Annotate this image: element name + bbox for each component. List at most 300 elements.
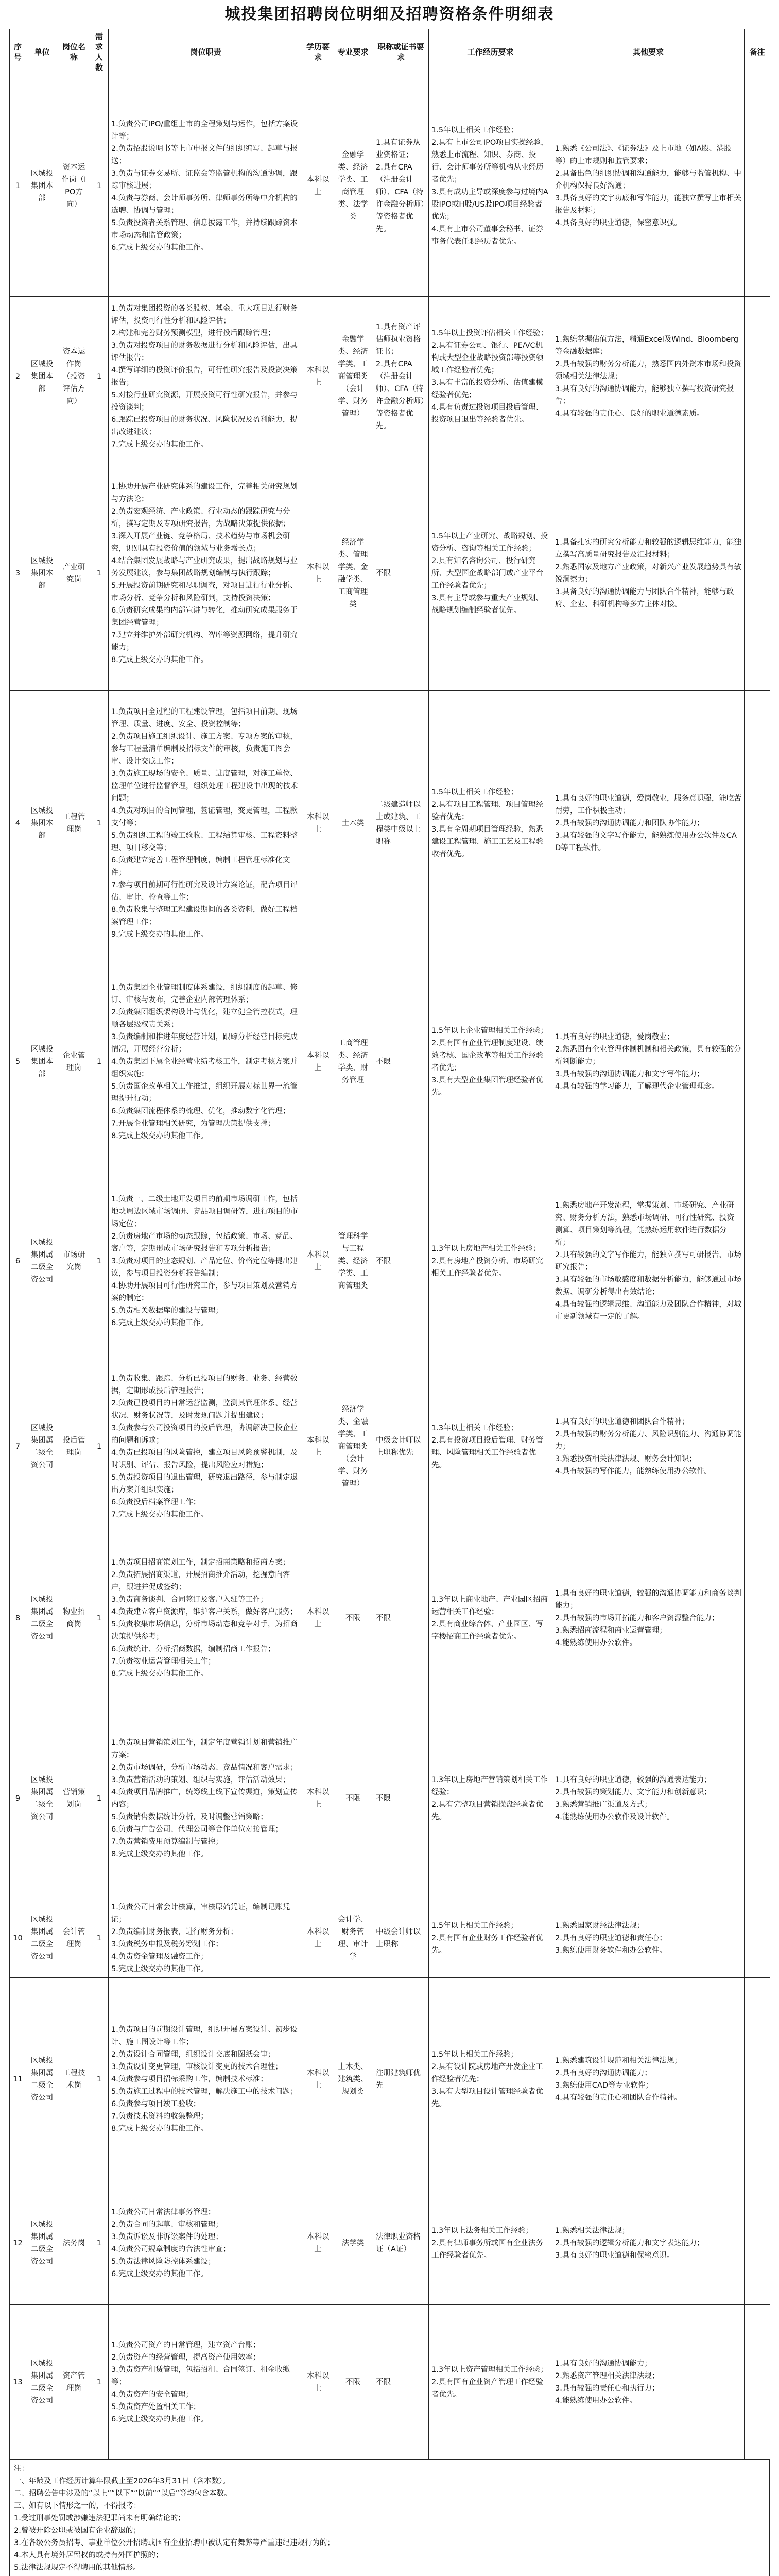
row-remark <box>745 1899 770 1978</box>
row-position-text: 投后管理岗 <box>62 1436 85 1457</box>
row-education-text: 本科以上 <box>306 1607 330 1629</box>
row-major <box>333 75 373 297</box>
row-certificate <box>373 75 429 297</box>
row-duties-text: 1.负责公司IPO/重组上市的全程策划与运作，包括方案设计等； 2.负责招股说明书等上市申报文件的组织编写、起草与报送； 3.负责与证券交易所、证监会等监管机构的沟通协调，跟踪审核进展； 4.负责与券商、会计师事务所、律师事务所等中介机构的选聘、协调与管理； 5.负责投资者关系管理、信息披露工作，并持续跟踪资本市场动态和监管政策； 6.完成上级交办的其他工作。 <box>111 120 298 252</box>
row-seq-text: 12 <box>13 2239 23 2247</box>
row-position-text: 营销策划岗 <box>62 1788 85 1809</box>
row-unit-text: 区城投集团本部 <box>30 557 54 590</box>
row-duties-text: 1.负责一、二级土地开发项目的前期市场调研工作，包括地块周边区域市场调研、竞品项目调研等，进行项目的市场定位； 2.负责房地产市场的动态跟踪，包括政策、市场、竞品、客户等，定期形成市场研究报告和专项分析报告； 3.负责对项目的业态规划、产品定位、价格定位等提出建议，参与项目投资分析报告编制； 4.协助开展项目可行性研究工作，参与项目策划及营销方案的制定； 5.负责相关数据库的建设与管理； 6.完成上级交办的其他工作。 <box>111 1195 298 1327</box>
table-row <box>10 2181 770 2305</box>
row-major-text: 经济学类、管理学类、金融学类、工商管理类 <box>338 538 368 608</box>
row-seq <box>10 956 26 1167</box>
row-position <box>58 2181 90 2305</box>
row-other <box>552 1978 745 2181</box>
row-experience-text: 1.3年以上商业地产、产业园区招商运营相关工作经验； 2.具有商业综合体、产业园区、写字楼招商工作经验者优先。 <box>431 1595 548 1641</box>
row-other-text: 1.具有良好的职业道德，较强的沟通协调能力和商务谈判能力； 2.具有较强的市场开拓能力和客户资源整合能力； 3.熟悉招商流程和商业运营管理； 4.能熟练使用办公软件。 <box>555 1589 741 1647</box>
row-remark <box>745 1167 770 1355</box>
row-position-text: 企业管理岗 <box>62 1051 85 1072</box>
row-position <box>58 1538 90 1698</box>
footnotes: 注： 一、年龄及工作经历计算年限截止至2026年3月31日（含本数）。 二、招聘公告中涉及的“以上”“以下”“以前”“以后”等均包含本数。 三、如有以下情形之一的，不得报考： 1.受过刑事处罚或涉嫌违法犯罪尚未有明确结论的； 2.曾被开除公职或被国有企业辞退的； 3.在各级公务员招考、事业单位公开招聘或国有企业招聘中被认定有舞弊等严重违纪违规行为的； 4.本人具有境外居留权的或持有外国护照的； 5.法律法规规定不得聘用的其他情形。 <box>9 2460 770 2576</box>
row-count <box>90 1899 109 1978</box>
row-education <box>303 1978 333 2181</box>
row-count-text: 1 <box>96 1934 102 1942</box>
row-seq-text: 3 <box>15 569 21 578</box>
header-count: 需求人数 <box>90 29 109 75</box>
row-seq-text: 9 <box>15 1794 21 1803</box>
row-unit-text: 区城投集团属二级全资公司 <box>30 1424 54 1469</box>
header-education: 学历要求 <box>303 29 333 75</box>
row-education-text: 本科以上 <box>306 175 330 196</box>
row-count <box>90 456 109 691</box>
row-duties <box>109 1167 303 1355</box>
row-experience <box>429 2181 552 2305</box>
row-count <box>90 1978 109 2181</box>
row-other <box>552 75 745 297</box>
row-certificate-text: 不限 <box>376 1794 391 1803</box>
row-major-text: 经济学类、金融学类、工商管理类（会计学、财务管理） <box>338 1405 368 1488</box>
row-remark <box>745 297 770 456</box>
row-duties-text: 1.负责集团企业管理制度体系建设，组织制度的起草、修订、审核与发布，完善企业内部管理体系； 2.负责集团组织架构设计与优化，建立健全管控模式，理顺各层级权责关系； 3.负责编制和推进年度经营计划，跟踪分析经营目标完成情况，开展经营分析； 4.负责集团下属企业经营业绩考核工作，制定考核方案并组织实施； 5.负责国企改革相关工作推进，组织开展对标世界一流管理提升行动； 6.负责集团流程体系的梳理、优化，推动数字化管理； 7.开展企业管理相关研究，为管理决策提供支撑； 8.完成上级交办的其他工作。 <box>111 983 298 1140</box>
row-seq <box>10 2181 26 2305</box>
row-unit <box>26 75 58 297</box>
row-major <box>333 691 373 956</box>
row-position-text: 法务岗 <box>62 2239 85 2247</box>
row-certificate-text: 中级会计师以上职称优先 <box>376 1436 421 1457</box>
row-duties-text: 1.负责公司资产的日常管理，建立资产台账； 2.负责资产的经营管理，提高资产使用效率； 3.负责资产租赁管理，包括招租、合同签订、租金收缴等； 4.负责资产的安全管理； 5.负责资产处置相关工作； 6.完成上级交办的其他工作。 <box>111 2341 290 2424</box>
row-unit <box>26 1355 58 1538</box>
row-duties <box>109 956 303 1167</box>
table-header-row <box>10 29 770 75</box>
row-seq <box>10 75 26 297</box>
row-major <box>333 456 373 691</box>
row-seq <box>10 456 26 691</box>
row-unit <box>26 1167 58 1355</box>
row-other-text: 1.熟悉《公司法》、《证券法》及上市地（如A股、港股等）的上市规则和监管要求； 2.具备出色的组织协调和沟通能力，能够与监管机构、中介机构保持良好沟通； 3.具备良好的文字功底和写作能力，能独立撰写上市相关报告及材料； 4.具备良好的职业道德，保密意识强。 <box>555 144 741 227</box>
row-other-text: 1.具有良好的沟通协调能力； 2.熟悉资产管理相关法律法规； 3.具有较强的责任心和执行力； 4.能熟练使用办公软件。 <box>555 2359 660 2405</box>
row-count <box>90 2305 109 2460</box>
row-other <box>552 691 745 956</box>
row-other-text: 1.熟悉相关法律法规； 2.具有较强的逻辑分析能力和文字表达能力； 3.具有良好的职业道德和保密意识。 <box>555 2226 704 2260</box>
row-other <box>552 1167 745 1355</box>
row-remark <box>745 1698 770 1899</box>
row-other <box>552 456 745 691</box>
row-other-text: 1.具备扎实的研究分析能力和较强的逻辑思维能力，能独立撰写高质量研究报告及汇报材料； 2.熟悉国家及地方产业政策，对新兴产业发展趋势具有敏锐洞察力； 3.具备良好的沟通协调能力与团队合作精神，能够与政府、企业、科研机构等多方主体对接。 <box>555 538 741 608</box>
row-count-text: 1 <box>96 1794 102 1803</box>
table-row <box>10 297 770 456</box>
row-position-text: 工程管理岗 <box>62 813 85 834</box>
row-unit <box>26 456 58 691</box>
row-education <box>303 1167 333 1355</box>
row-duties <box>109 297 303 456</box>
row-certificate-text: 不限 <box>376 1614 391 1622</box>
row-count-text: 1 <box>96 569 102 578</box>
row-seq-text: 5 <box>15 1057 21 1066</box>
row-experience <box>429 691 552 956</box>
row-remark <box>745 691 770 956</box>
row-education-text: 本科以上 <box>306 2232 330 2253</box>
row-position <box>58 1355 90 1538</box>
row-education <box>303 1538 333 1698</box>
row-experience <box>429 297 552 456</box>
row-certificate-text: 1.具有证券从业资格证； 2.具有CPA（注册会计师）、CFA（特许金融分析师）等资格者优先。 <box>376 138 425 233</box>
row-duties-text: 1.负责项目全过程的工程建设管理，包括项目前期、现场管理、质量、进度、安全、投资控制等； 2.负责项目施工组织设计、施工方案、专项方案的审核，参与工程量清单编制及招标文件的审核，负责施工图会审、设计交底工作； 3.负责施工现场的安全、质量、进度管理，对施工单位、监理单位进行监督管理，组织处理工程建设中出现的技术问题； 4.负责对项目的合同管理，签证管理，变更管理，工程款支付等； 5.负责组织工程的竣工验收、工程结算审核、工程资料整理、项目移交等； 6.负责建立完善工程管理制度，编制工程管理标准化文件； 7.参与项目前期可行性研究及设计方案论证，配合项目评估、审计、检查等工作； 8.负责收集与整理工程建设期间的各类资料，做好工程档案管理工作； 9.完成上级交办的其他工作。 <box>111 708 298 939</box>
row-count <box>90 1355 109 1538</box>
row-major-text: 管理科学与工程类、经济学类、工商管理类 <box>338 1232 368 1290</box>
row-certificate <box>373 1698 429 1899</box>
row-certificate <box>373 1978 429 2181</box>
row-experience <box>429 2305 552 2460</box>
row-duties-text: 1.协助开展产业研究体系的建设工作，完善相关研究规划与方法论； 2.负责宏观经济、产业政策、行业动态的跟踪研究与分析，撰写定期及专项研究报告，为战略决策提供依据； 3.深入开展产业链、竞争格局、技术趋势与市场机会研究，识别具有投资价值的领域与业务增长点； 4.结合集团发展战略与产业研究成果，提出战略规划与业务发展建议，参与集团战略规划编制与执行跟踪； 5.开展投资前期研究和尽职调查，对项目进行行业分析、市场分析、竞争分析和风险研判，支持投资决策； 6.负责研究成果的内部宣讲与转化，推动研究成果服务于集团经营管理； 7.建立并维护外部研究机构、智库等资源网络，提升研究能力； 8.完成上级交办的其他工作。 <box>111 483 298 664</box>
row-experience <box>429 75 552 297</box>
row-other-text: 1.熟练掌握估值方法，精通Excel及Wind、Bloomberg等金融数据库； 2.具有较强的财务分析能力，熟悉国内外资本市场和投资领域相关法律法规； 3.具有良好的沟通协调能力，能够独立撰写投资研究报告； 4.具有较强的责任心、良好的职业道德素质。 <box>555 335 741 418</box>
row-unit <box>26 2181 58 2305</box>
row-education <box>303 691 333 956</box>
row-seq-text: 13 <box>13 2378 23 2386</box>
row-position-text: 工程技术岗 <box>62 2069 85 2090</box>
row-unit-text: 区城投集团属二级全资公司 <box>30 1595 54 1641</box>
row-position-text: 物业招商岗 <box>62 1607 85 1629</box>
header-other: 其他要求 <box>552 29 745 75</box>
row-experience-text: 1.3年以上房地产相关工作经验； 2.具有房地产投资分析、市场研究相关工作经验者优先。 <box>431 1245 543 1278</box>
row-education <box>303 1899 333 1978</box>
row-certificate <box>373 1899 429 1978</box>
row-duties <box>109 2181 303 2305</box>
header-seq: 序号 <box>10 29 26 75</box>
row-experience <box>429 1978 552 2181</box>
row-major <box>333 1538 373 1698</box>
row-count <box>90 2181 109 2305</box>
row-major <box>333 1899 373 1978</box>
row-major-text: 工商管理类、经济学类、财务管理 <box>338 1039 368 1084</box>
row-duties <box>109 456 303 691</box>
table-row <box>10 691 770 956</box>
row-major <box>333 1698 373 1899</box>
row-certificate-text: 注册建筑师优先 <box>376 2069 421 2090</box>
row-unit-text: 区城投集团本部 <box>30 360 54 393</box>
row-duties-text: 1.负责项目招商策划工作，制定招商策略和招商方案； 2.负责拓展招商渠道，开展招商推介活动，挖掘意向客户，跟进并促成签约； 3.负责商务谈判、合同签订及客户入驻等工作； 4.负责建立客户资源库，维护客户关系，做好客户服务； 5.负责收集市场信息，分析市场动态和竞争对手，为招商决策提供参考； 6.负责统计、分析招商数据，编制招商工作报告； 7.负责物业运营管理相关工作； 8.完成上级交办的其他工作。 <box>111 1558 298 1678</box>
row-certificate <box>373 2305 429 2460</box>
row-experience <box>429 956 552 1167</box>
row-other-text: 1.熟悉房地产开发流程，掌握策划、市场研究、产业研究、财务分析方法，熟悉市场调研、可行性研究、投资测算、项目策划等流程，能熟练运用软件进行数据分析； 2.具有较强的文字写作能力，能独立撰写可研报告、市场研究报告； 3.具有较强的市场敏感度和数据分析能力，能够通过市场数据、调研分析得出有效结论； 4.具有较强的逻辑思维、沟通能力及团队合作精神，对城市更新领域有一定的了解。 <box>555 1201 741 1321</box>
row-unit-text: 区城投集团本部 <box>30 169 54 202</box>
header-major: 专业要求 <box>333 29 373 75</box>
row-unit <box>26 1899 58 1978</box>
row-major-text: 不限 <box>345 2378 360 2386</box>
row-remark <box>745 2181 770 2305</box>
table-row <box>10 2305 770 2460</box>
row-count-text: 1 <box>96 1443 102 1451</box>
row-count-text: 1 <box>96 2075 102 2083</box>
row-unit-text: 区城投集团属二级全资公司 <box>30 2359 54 2405</box>
row-education <box>303 75 333 297</box>
row-experience-text: 1.3年以上相关工作经验； 2.具有投资项目投后管理、财务管理、风险管理相关工作经验者优先。 <box>431 1424 543 1469</box>
row-remark <box>745 1355 770 1538</box>
row-count-text: 1 <box>96 1614 102 1622</box>
row-major-text: 会计学、财务管理、审计学 <box>338 1916 368 1961</box>
row-experience-text: 1.5年以上相关工作经验； 2.具有项目工程管理、项目管理经验者优先； 3.具有全周期项目管理经验，熟悉建设工程管理、施工工艺及工程验收者优先。 <box>431 788 544 858</box>
row-certificate <box>373 691 429 956</box>
row-position <box>58 956 90 1167</box>
row-other-text: 1.熟悉建筑设计规范和相关法律法规； 2.具有良好的沟通协调能力； 3.熟练使用CAD等专业软件； 4.具有较强的责任心和团队合作精神。 <box>555 2057 682 2102</box>
row-unit-text: 区城投集团本部 <box>30 807 54 840</box>
row-major-text: 法学类 <box>341 2239 365 2247</box>
row-position <box>58 456 90 691</box>
row-experience-text: 1.5年以上相关工作经验； 2.具有国有企业财务工作经验者优先。 <box>431 1922 543 1955</box>
table-row <box>10 1698 770 1899</box>
table-row <box>10 1899 770 1978</box>
row-position <box>58 1899 90 1978</box>
row-count <box>90 1538 109 1698</box>
row-other-text: 1.具有良好的职业道德，爱岗敬业； 2.熟悉国有企业管理体制机制和相关政策，具有较强的分析判断能力； 3.具有较强的沟通协调能力和文字写作能力； 4.具有较强的学习能力，了解现代企业管理理念。 <box>555 1032 741 1091</box>
row-education <box>303 297 333 456</box>
table-row <box>10 75 770 297</box>
row-experience-text: 1.3年以上法务相关工作经验； 2.具有律师事务所或国有企业法务工作经验者优先。 <box>431 2226 543 2260</box>
table-row <box>10 956 770 1167</box>
row-duties <box>109 1355 303 1538</box>
row-certificate-text: 中级会计师以上职称 <box>376 1928 421 1948</box>
row-count <box>90 1698 109 1899</box>
row-duties <box>109 75 303 297</box>
row-major <box>333 2181 373 2305</box>
row-experience-text: 1.5年以上相关工作经验； 2.具有设计院或房地产开发企业工作经验者优先； 3.具有大型项目设计管理经验者优先。 <box>431 2050 543 2108</box>
header-certificate: 职称或证书要求 <box>373 29 429 75</box>
row-remark <box>745 456 770 691</box>
row-seq <box>10 691 26 956</box>
row-experience <box>429 1899 552 1978</box>
row-major <box>333 956 373 1167</box>
row-other-text: 1.具有良好的职业道德，较强的沟通表达能力； 2.具有较强的策划能力、文字能力和创新意识； 3.熟悉营销推广渠道及方式； 4.能熟练使用办公软件及设计软件。 <box>555 1775 712 1821</box>
row-education-text: 本科以上 <box>306 2069 330 2090</box>
row-education-text: 本科以上 <box>306 1788 330 1809</box>
row-duties <box>109 1899 303 1978</box>
table-row <box>10 1978 770 2181</box>
row-remark <box>745 75 770 297</box>
row-seq-text: 2 <box>15 372 21 381</box>
row-duties-text: 1.负责项目的前期设计管理，组织开展方案设计、初步设计、施工图设计等工作； 2.负责设计合同管理，组织设计交底和图纸会审； 3.负责设计变更管理，审核设计变更的技术合理性； 4.负责参与项目招标采购工作，编制技术标准； 5.负责施工过程中的技术管理，解决施工中的技术问题； 6.负责参与项目竣工验收； 7.负责技术资料的收集整理； 8.完成上级交办的其他工作。 <box>111 2026 298 2133</box>
row-certificate-text: 法律职业资格证（A证） <box>376 2232 421 2253</box>
row-unit <box>26 1538 58 1698</box>
row-seq-text: 1 <box>15 181 21 190</box>
row-count <box>90 75 109 297</box>
row-unit <box>26 691 58 956</box>
header-unit: 单位 <box>26 29 58 75</box>
row-position-text: 产业研究岗 <box>62 563 85 584</box>
row-certificate-text: 不限 <box>376 569 391 578</box>
row-count <box>90 956 109 1167</box>
row-other <box>552 2181 745 2305</box>
row-experience-text: 1.5年以上企业管理相关工作经验； 2.具有国有企业管理制度建设、绩效考核、国企改革等相关工作经验者优先； 3.具有大型企业集团管理经验者优先。 <box>431 1026 548 1097</box>
row-experience-text: 1.5年以上相关工作经验； 2.具有上市公司IPO项目实操经验，熟悉上市流程、知识、券商、投行、会计师事务所等机构从业经历者优先； 3.具有成功主导或深度参与过境内A股IPO或H股/US股IPO项目经验者优先； 4.具有上市公司董事会秘书、证券事务代表任职经历者优先。 <box>431 126 548 246</box>
header-duties: 岗位职责 <box>109 29 303 75</box>
row-other-text: 1.具有良好的职业道德和团队合作精神； 2.具有较强的财务分析能力、风险识别能力、沟通协调能力； 3.熟悉投资相关法律法规、财务会计知识； 4.具有较强的写作能力，能熟练使用办公软件。 <box>555 1418 741 1476</box>
row-duties-text: 1.负责项目营销策划工作，制定年度营销计划和营销推广方案； 2.负责市场调研，分析市场动态、竞品情况和客户需求； 3.负责营销活动的策划、组织与实施，评估活动效果； 4.负责项目品牌推广，统筹线上线下宣传渠道，策划宣传内容； 5.负责销售数据统计分析，及时调整营销策略； 6.负责与广告公司、代理公司等合作单位对接管理； 7.负责营销费用预算编制与管控； 8.完成上级交办的其他工作。 <box>111 1738 298 1858</box>
row-seq <box>10 1167 26 1355</box>
row-duties-text: 1.负责公司日常法律事务管理； 2.负责合同的起草、审核和管理； 3.负责诉讼及非诉讼案件的处理； 4.负责公司规章制度的合法性审查； 5.负责法律风险防控体系建设； 6.完成上级交办的其他工作。 <box>111 2208 231 2278</box>
row-major <box>333 1355 373 1538</box>
row-experience <box>429 456 552 691</box>
row-unit-text: 区城投集团属二级全资公司 <box>30 1775 54 1821</box>
row-unit <box>26 1978 58 2181</box>
row-major <box>333 1978 373 2181</box>
row-education-text: 本科以上 <box>306 366 330 387</box>
row-count-text: 1 <box>96 372 102 381</box>
row-unit <box>26 297 58 456</box>
row-experience-text: 1.3年以上房地产营销策划相关工作经验； 2.具有完整项目营销操盘经验者优先。 <box>431 1775 548 1821</box>
row-major-text: 不限 <box>345 1614 360 1622</box>
row-education-text: 本科以上 <box>306 2371 330 2393</box>
row-major <box>333 1167 373 1355</box>
row-position-text: 资产管理岗 <box>62 2371 85 2393</box>
row-unit-text: 区城投集团属二级全资公司 <box>30 1916 54 1961</box>
row-count-text: 1 <box>96 2239 102 2247</box>
row-position <box>58 1978 90 2181</box>
row-certificate <box>373 1355 429 1538</box>
row-count-text: 1 <box>96 819 102 827</box>
row-major-text: 金融学类、经济学类、工商管理类、法学类 <box>338 150 368 221</box>
row-education <box>303 2305 333 2460</box>
row-seq <box>10 1899 26 1978</box>
row-unit-text: 区城投集团属二级全资公司 <box>30 1239 54 1284</box>
row-count <box>90 691 109 956</box>
row-major <box>333 2305 373 2460</box>
row-count-text: 1 <box>96 1057 102 1066</box>
row-major-text: 土木类 <box>341 819 365 827</box>
row-other-text: 1.熟悉国家财经法律法规； 2.具有良好的职业道德和责任心； 3.熟练使用财务软件和办公软件。 <box>555 1922 667 1955</box>
row-major <box>333 297 373 456</box>
row-count <box>90 297 109 456</box>
row-experience-text: 1.3年以上资产管理相关工作经验； 2.具有国有企业资产管理工作经验者优先。 <box>431 2365 548 2399</box>
row-seq <box>10 1978 26 2181</box>
row-major-text: 不限 <box>345 1794 360 1803</box>
row-position <box>58 75 90 297</box>
row-seq-text: 4 <box>15 819 21 827</box>
row-seq <box>10 2305 26 2460</box>
recruitment-table <box>9 29 770 2460</box>
row-position <box>58 691 90 956</box>
row-experience <box>429 1698 552 1899</box>
row-education <box>303 456 333 691</box>
row-unit-text: 区城投集团属二级全资公司 <box>30 2220 54 2266</box>
row-certificate <box>373 456 429 691</box>
row-seq-text: 8 <box>15 1614 21 1622</box>
row-duties-text: 1.负责收集、跟踪、分析已投项目的财务、业务、经营数据，定期形成投后管理报告； 2.负责已投项目的日常运营监测，监测其管理体系、经营状况、财务状况等，及时发现问题并提出建议； 3.负责参与公司投资项目的投后管理，协调解决已投企业的问题和诉求； 4.负责已投项目的风险管控，建立项目风险预警机制，及时识别、评估、报告风险，提出风险应对措施； 5.负责投资项目的退出管理，研究退出路径，参与制定退出方案并组织实施； 6.负责投后档案管理工作； 7.完成上级交办的其他工作。 <box>111 1375 298 1519</box>
row-education-text: 本科以上 <box>306 1051 330 1072</box>
row-seq <box>10 1355 26 1538</box>
row-seq <box>10 297 26 456</box>
row-other <box>552 297 745 456</box>
row-other <box>552 1899 745 1978</box>
row-position-text: 会计管理岗 <box>62 1928 85 1948</box>
row-certificate <box>373 1167 429 1355</box>
row-seq-text: 11 <box>13 2075 23 2083</box>
row-duties <box>109 1698 303 1899</box>
row-experience <box>429 1538 552 1698</box>
table-row <box>10 1538 770 1698</box>
row-education-text: 本科以上 <box>306 563 330 584</box>
row-seq-text: 6 <box>15 1257 21 1265</box>
row-seq <box>10 1698 26 1899</box>
row-other-text: 1.具有良好的职业道德，爱岗敬业，服务意识强，能吃苦耐劳，工作积极主动； 2.具有较强的沟通协调能力和团队协作能力； 3.具有较强的文字写作能力，能熟练使用办公软件及CAD等工程软件。 <box>555 794 741 852</box>
row-certificate-text: 不限 <box>376 2378 391 2386</box>
row-remark <box>745 956 770 1167</box>
row-education-text: 本科以上 <box>306 1251 330 1272</box>
row-unit-text: 区城投集团本部 <box>30 1045 54 1078</box>
row-duties-text: 1.负责公司日常会计核算，审核原始凭证，编制记账凭证； 2.负责编制财务报表，进行财务分析； 3.负责税务申报及税务筹划工作； 4.负责资金管理及融资工作； 5.完成上级交办的其他工作。 <box>111 1903 290 1973</box>
header-remark: 备注 <box>745 29 770 75</box>
row-certificate <box>373 2181 429 2305</box>
row-education-text: 本科以上 <box>306 1436 330 1457</box>
row-education-text: 本科以上 <box>306 1928 330 1948</box>
row-education <box>303 956 333 1167</box>
row-certificate <box>373 297 429 456</box>
row-major-text: 土木类、建筑类、规划类 <box>338 2063 368 2096</box>
row-count-text: 1 <box>96 1257 102 1265</box>
row-position-text: 资本运作岗（IPO方向） <box>61 163 86 209</box>
table-row <box>10 456 770 691</box>
row-unit <box>26 2305 58 2460</box>
row-position-text: 市场研究岗 <box>62 1251 85 1272</box>
row-experience-text: 1.5年以上产业研究、战略规划、投资分析、咨询等相关工作经验； 2.具有知名咨询公司、投行研究所、大型国企战略部门或产业平台工作经验者优先； 3.具有主导或参与重大产业规划、战略规划编制经验者优先。 <box>431 532 548 615</box>
row-count-text: 1 <box>96 181 102 190</box>
row-position <box>58 297 90 456</box>
row-certificate-text: 不限 <box>376 1057 391 1066</box>
row-seq <box>10 1538 26 1698</box>
row-certificate <box>373 956 429 1167</box>
row-duties <box>109 1538 303 1698</box>
table-row <box>10 1355 770 1538</box>
row-seq-text: 7 <box>15 1443 21 1451</box>
row-other <box>552 1698 745 1899</box>
row-education <box>303 1698 333 1899</box>
row-count-text: 1 <box>96 2378 102 2386</box>
row-other <box>552 2305 745 2460</box>
row-experience <box>429 1355 552 1538</box>
row-certificate-text: 二级建造师以上或建筑、工程类中级以上职称 <box>376 801 421 846</box>
row-position <box>58 2305 90 2460</box>
table-row <box>10 1167 770 1355</box>
row-remark <box>745 1538 770 1698</box>
row-unit <box>26 956 58 1167</box>
row-experience <box>429 1167 552 1355</box>
row-other <box>552 1355 745 1538</box>
row-certificate <box>373 1538 429 1698</box>
row-other <box>552 1538 745 1698</box>
row-education <box>303 2181 333 2305</box>
row-other <box>552 956 745 1167</box>
row-position-text: 资本运作岗（投资评估方向） <box>62 347 85 405</box>
row-duties-text: 1.负责对集团投资的各类股权、基金、重大项目进行财务评估，投资可行性分析和风险评估； 2.构建和完善财务预测模型，进行投后跟踪管理； 3.负责对投资项目的财务数据进行分析和风险评估，出具评估报告； 4.撰写详细的投资评价报告，可行性研究报告及投资决策报告； 5.对接行业研究资源，开展投资可行性研究报告，并参与投资谈判； 6.跟踪已投资项目的财务状况、风险状况及盈利能力，提出改进建议； 7.完成上级交办的其他工作。 <box>111 304 298 449</box>
row-remark <box>745 2305 770 2460</box>
row-count <box>90 1167 109 1355</box>
row-duties <box>109 691 303 956</box>
row-education <box>303 1355 333 1538</box>
row-seq-text: 10 <box>13 1934 23 1942</box>
header-experience: 工作经历要求 <box>429 29 552 75</box>
row-unit <box>26 1698 58 1899</box>
row-duties <box>109 1978 303 2181</box>
header-position: 岗位名称 <box>58 29 90 75</box>
row-position <box>58 1167 90 1355</box>
page-title: 城投集团招聘岗位明细及招聘资格条件明细表 <box>224 5 555 23</box>
row-certificate-text: 不限 <box>376 1257 391 1265</box>
row-remark <box>745 1978 770 2181</box>
row-education-text: 本科以上 <box>306 813 330 834</box>
row-experience-text: 1.5年以上投资评估相关工作经验； 2.具有证券公司、银行、PE/VC机构或大型企业战略投资部等投资领域工作经验者优先； 3.具有丰富的投资分析、估值建模经验者优先； 4.具有负责过投资项目投后管理、投资项目退出等经验者优先。 <box>431 329 548 424</box>
row-major-text: 金融学类、经济学类、工商管理类（会计学、财务管理） <box>338 335 368 418</box>
row-unit-text: 区城投集团属二级全资公司 <box>30 2057 54 2102</box>
row-position <box>58 1698 90 1899</box>
row-duties <box>109 2305 303 2460</box>
